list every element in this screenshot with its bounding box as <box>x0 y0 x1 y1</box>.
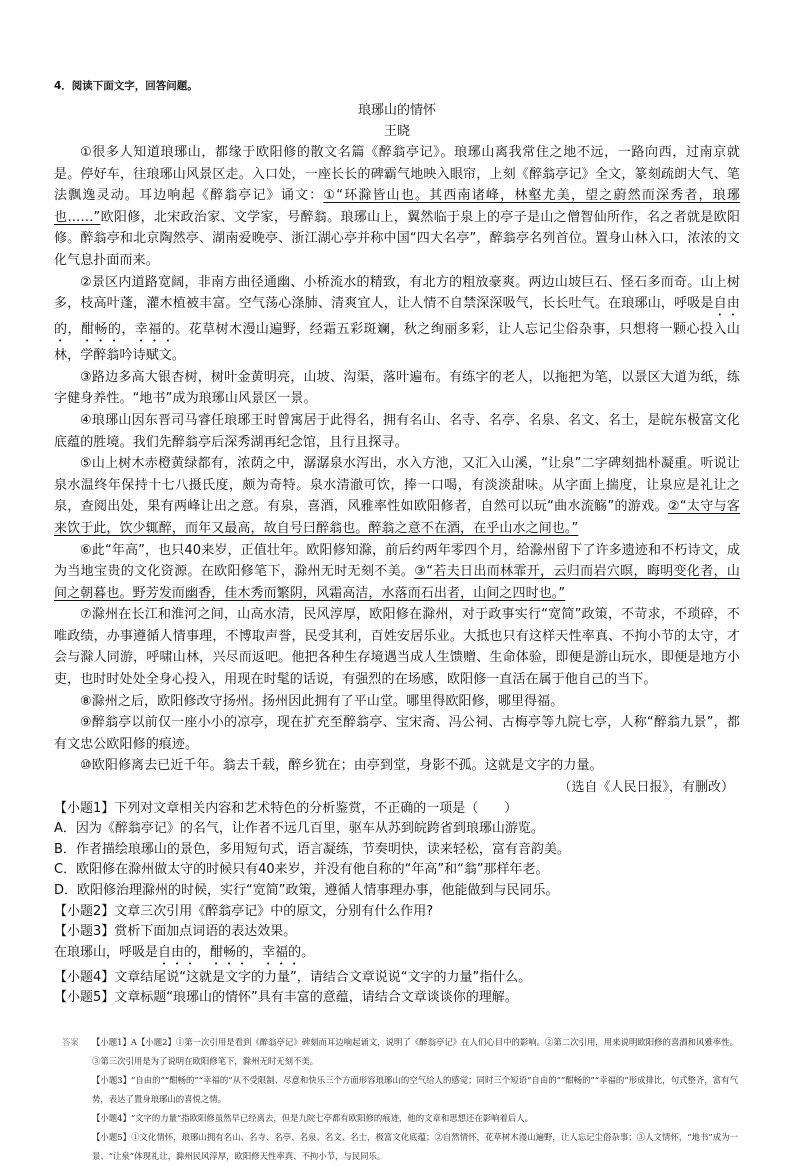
text-run: ⑧滁州之后，欧阳修改守扬州。扬州因此拥有了平山堂。哪里得欧阳修，哪里得福。 <box>80 693 564 709</box>
answer-line: 【小题5】①文化情怀，琅琊山拥有名山、名寺、名亭、名泉、名文、名士，极富文化底蕴；②自然情怀，花草树木漫山遍野，让人忘记尘俗杂事；③人文情怀，“地书”成为一景、“让泉”体现礼让，滁州民风淳厚，欧阳修天性率真、不拘小节，与民同乐。 <box>92 1131 738 1161</box>
text-run: 。花草树木漫山遍野，经霜五彩斑斓，秋之绚丽多彩，让人忘记尘俗杂事，只想将一颗心投入山林，学醉翁吟诗赋文。 <box>54 322 740 364</box>
underlined-quote: ①“环滁皆山也。其西南诸峰，林壑尤美，望之蔚然而深秀者，琅琊也……” <box>54 188 741 225</box>
question-line <box>54 840 740 861</box>
article-paragraph <box>54 272 740 367</box>
question-line <box>54 943 740 968</box>
article-paragraph <box>54 691 740 713</box>
text-run: D．欧阳修治理滁州的时候，实行“宽简”政策，遵循人情事理办事，他能做到与民同乐。 <box>54 883 559 898</box>
text-run: ⑨醉翁亭以前仅一座小小的凉亭，现在扩充至醉翁亭、宝宋斋、冯公祠、古梅亭等九院七亭，人称“醉翁九景”，都有文忠公欧阳修的痕迹。 <box>54 715 740 752</box>
question-heading: 4．阅读下面文字，回答问题。 <box>54 80 198 92</box>
article-paragraph <box>54 142 740 272</box>
answer-lines <box>92 1033 738 1166</box>
answer-line: 【小题3】“自由的”“酣畅的”“幸福的”从不受限制、尽意和快乐三个方面形容琅琊山的空气给人的感觉；同时三个短语“自由的”“酣畅的”“幸福的”形成排比，句式整齐，富有气势，表达了置身琅琊山的喜悦之情。 <box>92 1074 738 1104</box>
text-run: 【小题2】文章三次引用《醉翁亭记》中的原文，分别有什么作用? <box>54 903 434 919</box>
text-run: 【小题5】文章标题“琅琊山的情怀”具有丰富的意蕴，请结合文章谈谈你的理解。 <box>54 990 518 1006</box>
text-run: A．因为《醉翁亭记》的名气，让作者不远几百里，驱车从苏到皖跨省到琅琊山游览。 <box>54 821 544 837</box>
text-run: 。 <box>301 944 315 960</box>
question-line <box>54 860 740 881</box>
underlined-quote: ③“若夫日出而林霏开，云归而岩穴暝，晦明变化者，山间之朝暮也。野芳发而幽香，佳木秀而繁阴，风霜高洁，水落而石出者，山间之四时也。” <box>54 564 741 601</box>
article-paragraph <box>54 712 740 755</box>
text-run: 【小题4】文章结尾说“这就是文字的力量”，请结合文章说说“文字的力量”指什么。 <box>54 969 532 985</box>
text-run: 欧阳修，北宋政治家、文学家，号醉翁。琅琊山上，翼然临于泉上的亭子是山之僧智仙所作，名之者就是欧阳修。醉翁亭和北京陶然亭、湖南爱晚亭、浙江湖心亭并称中国“四大名亭”，醉翁亭名列首位。置身山林入口，浓浓的文化气息扑面而来。 <box>54 209 740 268</box>
article-paragraph <box>54 453 740 539</box>
answer-line: 【小题4】“文字的力量”指欧阳修虽然早已经离去，但是九院七亭都有欧阳修的痕迹，他的文章和思想还在影响着后人。 <box>92 1112 534 1123</box>
text-run: C．欧阳修在滁州做太守的时候只有40来岁，并没有他自称的“年高”和“翁”那样年老。 <box>54 862 549 878</box>
dotted-word: 酣畅的 <box>210 944 250 960</box>
article-body <box>54 142 740 777</box>
question-line <box>54 819 740 840</box>
question-line <box>54 902 740 923</box>
text-run: 【小题3】赏析下面加点词语的表达效果。 <box>54 924 297 940</box>
text-run: ④琅琊山因东晋司马睿任琅琊王时曾寓居于此得名，拥有名山、名寺、名亭、名泉、名文、名士，是皖东极富文化底蕴的胜境。我们先醉翁亭后深秀湖再纪念馆，且行且探寻。 <box>54 412 740 450</box>
article-paragraph <box>54 755 740 777</box>
text-run: B．作者描绘琅琊山的景色，多用短句式，语言凝练，节奏明快，读来轻松，富有音韵美。 <box>54 841 570 857</box>
article-paragraph <box>54 410 740 453</box>
text-run: ①很多人知道琅琊山，都缘于欧阳修的散文名篇《醉翁亭记》。琅琊山离我常住之地不远，一路向西，过南京就是。停好车，往琅琊山风景区走。入口处，一座长长的碑霸气地映入眼帘，上刻《醉翁亭记》全文，篆刻疏朗大气、笔法飘逸灵动。耳边响起《醉翁亭记》诵文： <box>54 145 740 204</box>
text-run: ， <box>197 944 211 960</box>
text-run: ③路边多高大银杏树，树叶金黄明亮，山坡、沟渠，落叶遍布。有练字的老人，以拖把为笔，以景区大道为纸，练字健身养性。“地书”成为琅琊山风景区一景。 <box>54 369 740 407</box>
article-paragraph <box>54 540 740 605</box>
dotted-word: 自由的 <box>158 944 198 960</box>
answer-line: 【小题1】A【小题2】①第一次引用是看到《醉翁亭记》碑刻而耳边响起诵文，说明了《醉翁亭记》在人们心目中的影响。②第二次引用，用来说明欧阳修的喜酒和风雅率性。③第三次引用是为了说明在欧阳修笔下，滁州无时无刻不美。 <box>92 1036 738 1066</box>
question-line <box>54 922 740 943</box>
question-line <box>54 968 740 989</box>
question-line <box>54 988 740 1009</box>
dotted-word: 自由的 <box>54 296 740 338</box>
dotted-word: 幸福的 <box>262 944 302 960</box>
question-line <box>54 881 740 902</box>
answer-label: 答案 <box>62 1036 79 1047</box>
text-run: ⑦滁州在长江和淮河之间，山高水清，民风淳厚，欧阳修在滁州，对于政事实行“宽简”政策，不苛求，不琐碎，不唯政绩，办事遵循人情事理，不博取声誉，民受其利，百姓安居乐业。大抵也只有这样天性率真、不拘小节的太守，才会与滁人同游，呼啸山林，兴尽而返吧。他把各种生存境遇当成人生馈赠、生命体验，即便是游山玩水，即便是地方小吏，也时时处处全身心投入，用现在时髦的话说，有强烈的在场感，欧阳修一直活在属于他自己的当下。 <box>54 607 740 688</box>
text-run: 在琅琊山，呼吸是 <box>54 944 159 960</box>
text-run: ⑩欧阳修离去已近千年。翁去千载，醉乡犹在；由亭到堂，身影不孤。这就是文字的力量。 <box>80 758 603 774</box>
article-paragraph <box>54 604 740 690</box>
text-run: ⑤山上树木赤橙黄绿都有，浓荫之中，潺潺泉水泻出，水入方池，又汇入山溪，“让泉”二字碑刻拙朴凝重。听说让泉水温终年保持十七八摄氏度，颇为奇特。泉水清澈可饮，捧一口喝，有淡淡甜味。从字面上揣度，让泉应是礼让之泉，查阅出处，果有两峰让出之意。有泉，喜酒，风雅率性如欧阳修者，自然可以玩“曲水流觞”的游戏。 <box>54 456 740 515</box>
text-run: ⑥此“年高”，也只40来岁，正值壮年。欧阳修知滁，前后约两年零四个月，给滁州留下了许多遗迹和不朽诗文，成为当地宝贵的文化资源。在欧阳修笔下，滁州无时无刻不美。 <box>54 542 740 580</box>
underlined-quote: ②“太守与客来饮于此，饮少辄醉，而年又最高，故自号曰醉翁也。醉翁之意不在酒，在乎山水之间也。” <box>54 499 741 536</box>
text-run: ， <box>121 322 135 338</box>
article-source: （选自《人民日报》，有删改） <box>558 780 734 796</box>
article-title: 琅琊山的情怀 <box>357 103 436 118</box>
text-run: ， <box>249 944 263 960</box>
text-run: 【小题1】下列对文章相关内容和艺术特色的分析鉴赏，不正确的一项是（ ） <box>54 800 518 816</box>
article-paragraph <box>54 367 740 410</box>
text-run: ②景区内道路宽阔，非南方曲径通幽、小桥流水的精致，有北方的粗放豪爽。两边山坡巨石、怪石多而奇。山上树多，枝高叶蓬，灌木植被丰富。空气荡心涤肺、清爽宜人，让人情不自禁深深吸气，长长吐气。在琅琊山，呼吸是 <box>54 274 740 312</box>
question-line <box>54 799 740 820</box>
question-list <box>54 799 740 1009</box>
answer-section <box>54 1033 740 1166</box>
dotted-word: 酣畅的 <box>80 322 122 338</box>
text-run: ， <box>67 322 81 338</box>
article-author: 王晓 <box>383 124 410 139</box>
dotted-word: 幸福的 <box>134 322 176 338</box>
